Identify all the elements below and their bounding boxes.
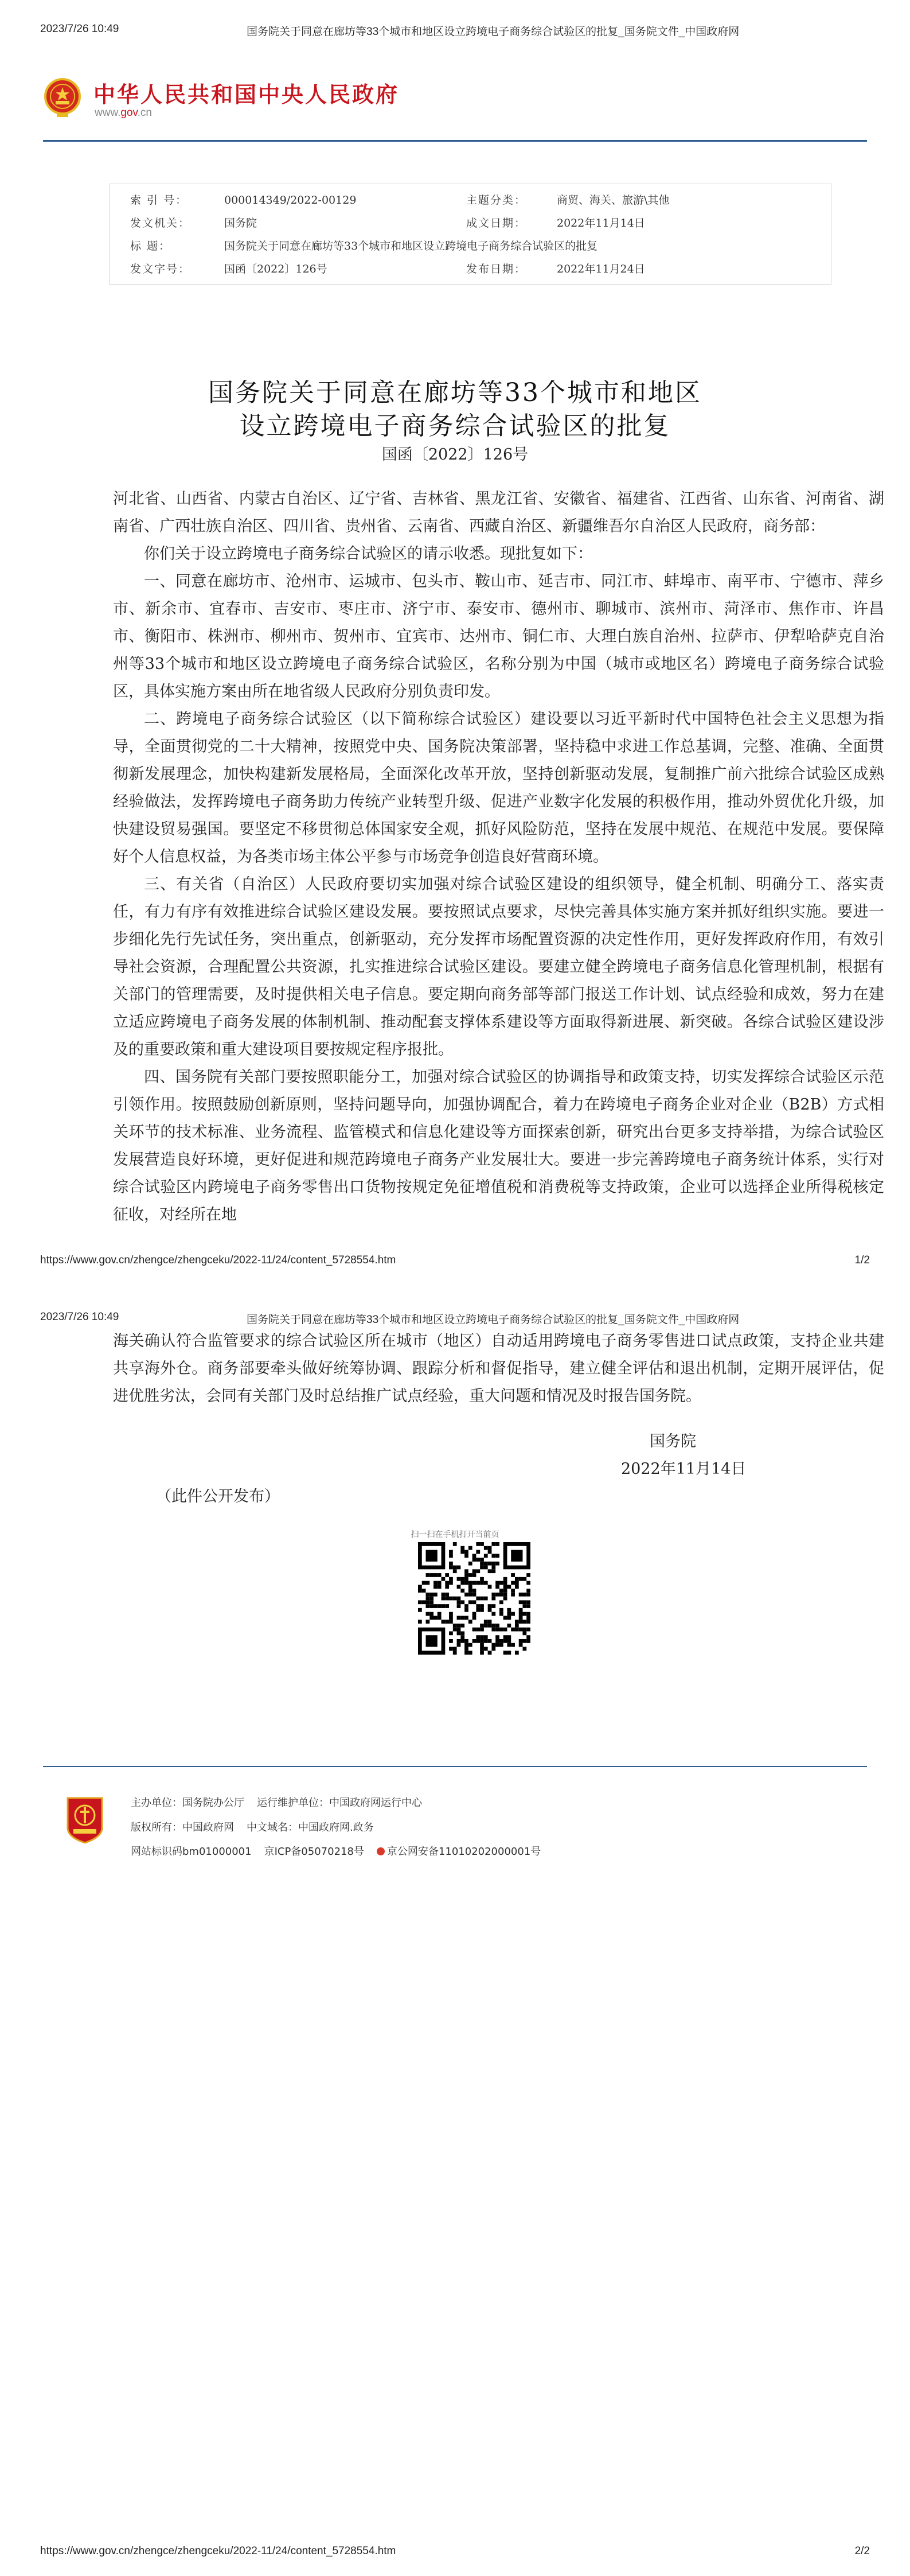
meta-value: 2022年11月24日 bbox=[557, 263, 645, 275]
footer-icp-link[interactable]: 京ICP备05070218号 bbox=[264, 1846, 364, 1858]
meta-label: 标 题： bbox=[130, 240, 171, 252]
header-divider bbox=[43, 140, 867, 142]
paragraph-4: 四、国务院有关部门要按照职能分工，加强对综合试验区的协调指导和政策支持，切实发挥综合试验区示范引领作用。按照鼓励创新原则，坚持问题导向，加强协调配合，着力在跨境电子商务企业对企业（B2B）方式相关环节的技术标准、业务流程、监管模式和信息化建设等方面探索创新，研究出台更多支持举措，为综合试验区发展营造良好环境，更好促进和规范跨境电子商务产业发展壮大。要进一步完善跨境电子商务统计体系，实行对综合试验区内跨境电子商务零售出口货物按规定免征增值税和消费税等支持政策，企业可以选择企业所得税核定征收，对经所在地 bbox=[113, 1068, 884, 1224]
sign-date: 2022年11月14日 bbox=[621, 1460, 747, 1478]
site-logo[interactable] bbox=[43, 73, 444, 125]
signer: 国务院 bbox=[650, 1433, 696, 1450]
meta-label: 发文字号： bbox=[130, 263, 191, 275]
document-metadata-table bbox=[109, 184, 831, 285]
meta-label: 成文日期： bbox=[466, 217, 527, 229]
print-url: https://www.gov.cn/zhengce/zhengceku/2022-11/24/content_5728554.htm bbox=[40, 1254, 396, 1266]
footer-copyright: 版权所有：中国政府网 bbox=[131, 1822, 234, 1834]
meta-value: 国函〔2022〕126号 bbox=[224, 263, 327, 275]
footer-cn-domain: 中文域名：中国政府网.政务 bbox=[247, 1822, 374, 1834]
document-number: 国函〔2022〕126号 bbox=[381, 446, 529, 464]
print-datetime: 2023/7/26 10:49 bbox=[40, 1311, 119, 1323]
meta-row bbox=[110, 258, 831, 281]
footer-divider bbox=[43, 1766, 867, 1767]
paragraph-4-continued: 海关确认符合监管要求的综合试验区所在城市（地区）自动适用跨境电子商务零售进口试点政策，支持企业共建共享海外仓。商务部要牵头做好统筹协调、跟踪分析和督促指导，建立健全评估和退出机制，定期开展评估，促进优胜劣汰，会同有关部门及时总结推广试点经验，重大问题和情况及时报告国务院。 bbox=[113, 1332, 884, 1405]
opening-paragraph: 你们关于设立跨境电子商务综合试验区的请示收悉。现批复如下： bbox=[144, 545, 593, 563]
footer-row-2 bbox=[131, 1819, 386, 1834]
meta-value: 000014349/2022-00129 bbox=[224, 194, 357, 207]
meta-value: 国务院 bbox=[224, 217, 257, 229]
national-emblem-icon bbox=[43, 77, 82, 118]
print-page-title: 国务院关于同意在廊坊等33个城市和地区设立跨境电子商务综合试验区的批复_国务院文件_中国政府网 bbox=[247, 1314, 740, 1326]
paragraph-1: 一、同意在廊坊市、沧州市、运城市、包头市、鞍山市、延吉市、同江市、蚌埠市、南平市、宁德市、萍乡市、新余市、宜春市、吉安市、枣庄市、济宁市、泰安市、德州市、聊城市、滨州市、菏泽市、焦作市、许昌市、衡阳市、株洲市、柳州市、贺州市、宜宾市、达州市、铜仁市、大理白族自治州、拉萨市、伊犁哈萨克自治州等33个城市和地区设立跨境电子商务综合试验区，名称分别为中国（城市或地区名）跨境电子商务综合试验区，具体实施方案由所在地省级人民政府分别负责印发。 bbox=[113, 573, 884, 701]
meta-label: 发布日期： bbox=[466, 263, 527, 275]
print-page-title: 国务院关于同意在廊坊等33个城市和地区设立跨境电子商务综合试验区的批复_国务院文件_中国政府网 bbox=[247, 26, 740, 38]
document-body-page1 bbox=[113, 485, 884, 1271]
meta-row bbox=[110, 189, 831, 212]
document-body-page2 bbox=[113, 1328, 884, 1410]
qr-code-icon[interactable] bbox=[418, 1542, 530, 1655]
addressees: 河北省、山西省、内蒙古自治区、辽宁省、吉林省、黑龙江省、安徽省、福建省、江西省、山东省、河南省、湖南省、广西壮族自治区、四川省、贵州省、云南省、西藏自治区、新疆维吾尔自治区人民政府，商务部： bbox=[113, 490, 884, 535]
meta-value: 2022年11月14日 bbox=[557, 217, 645, 229]
footer-police-link[interactable]: 京公网安备11010202000001号 bbox=[377, 1846, 553, 1858]
print-datetime: 2023/7/26 10:49 bbox=[40, 23, 119, 35]
document-title-line2: 设立跨境电子商务综合试验区的批复 bbox=[239, 411, 671, 441]
page-number: 1/2 bbox=[854, 1254, 870, 1266]
paragraph-2: 二、跨境电子商务综合试验区（以下简称综合试验区）建设要以习近平新时代中国特色社会主义思想为指导，全面贯彻党的二十大精神，按照党中央、国务院决策部署，坚持稳中求进工作总基调，完整、准确、全面贯彻新发展理念，加快构建新发展格局，全面深化改革开放，坚持创新驱动发展，复制推广前六批综合试验区成熟经验做法，发挥跨境电子商务助力传统产业转型升级、促进产业数字化发展的积极作用，推动外贸优化升级，加快建设贸易强国。要坚定不移贯彻总体国家安全观，抓好风险防范，坚持在发展中规范、在规范中发展。要保障好个人信息权益，为各类市场主体公平参与市场竞争创造良好营商环境。 bbox=[113, 710, 884, 866]
document-title-line1: 国务院关于同意在廊坊等33个城市和地区 bbox=[208, 378, 702, 407]
site-name: 中华人民共和国中央人民政府 bbox=[93, 82, 400, 107]
footer-row-3 bbox=[131, 1843, 566, 1858]
footer-row-1 bbox=[131, 1795, 435, 1810]
page-number: 2/2 bbox=[854, 2545, 870, 2557]
footer-sponsor: 主办单位：国务院办公厅 bbox=[131, 1797, 244, 1809]
qr-caption: 扫一扫在手机打开当前页 bbox=[411, 1530, 499, 1539]
footer-site-id: 网站标识码bm01000001 bbox=[131, 1846, 252, 1858]
meta-label: 主题分类： bbox=[466, 194, 527, 207]
public-release-note: （此件公开发布） bbox=[156, 1488, 280, 1505]
print-url: https://www.gov.cn/zhengce/zhengceku/2022-11/24/content_5728554.htm bbox=[40, 2545, 396, 2557]
footer-maintainer: 运行维护单位：中国政府网运行中心 bbox=[257, 1797, 422, 1809]
paragraph-3: 三、有关省（自治区）人民政府要切实加强对综合试验区建设的组织领导，健全机制、明确分工、落实责任，有力有序有效推进综合试验区建设发展。要按照试点要求，尽快完善具体实施方案并抓好组织实施。要进一步细化先行先试任务，突出重点，创新驱动，充分发挥市场配置资源的决定性作用，更好发挥政府作用，有效引导社会资源，合理配置公共资源，扎实推进综合试验区建设。要建立健全跨境电子商务信息化管理机制，根据有关部门的管理需要，及时提供相关电子信息。要定期向商务部等部门报送工作计划、试点经验和成效，努力在建立适应跨境电子商务发展的体制机制、推动配套支撑体系建设等方面取得新进展、新突破。各综合试验区建设涉及的重要政策和重大建设项目要按规定程序报批。 bbox=[113, 875, 884, 1059]
meta-value: 国务院关于同意在廊坊等33个城市和地区设立跨境电子商务综合试验区的批复 bbox=[224, 240, 598, 252]
party-government-badge-icon[interactable] bbox=[64, 1796, 106, 1844]
meta-label: 索 引 号： bbox=[130, 194, 188, 207]
meta-row bbox=[110, 212, 831, 235]
meta-value: 商贸、海关、旅游\其他 bbox=[557, 194, 670, 207]
police-badge-icon bbox=[377, 1847, 385, 1855]
site-domain: www.gov.cn bbox=[95, 107, 152, 119]
meta-label: 发文机关： bbox=[130, 217, 191, 229]
meta-row bbox=[110, 235, 831, 258]
